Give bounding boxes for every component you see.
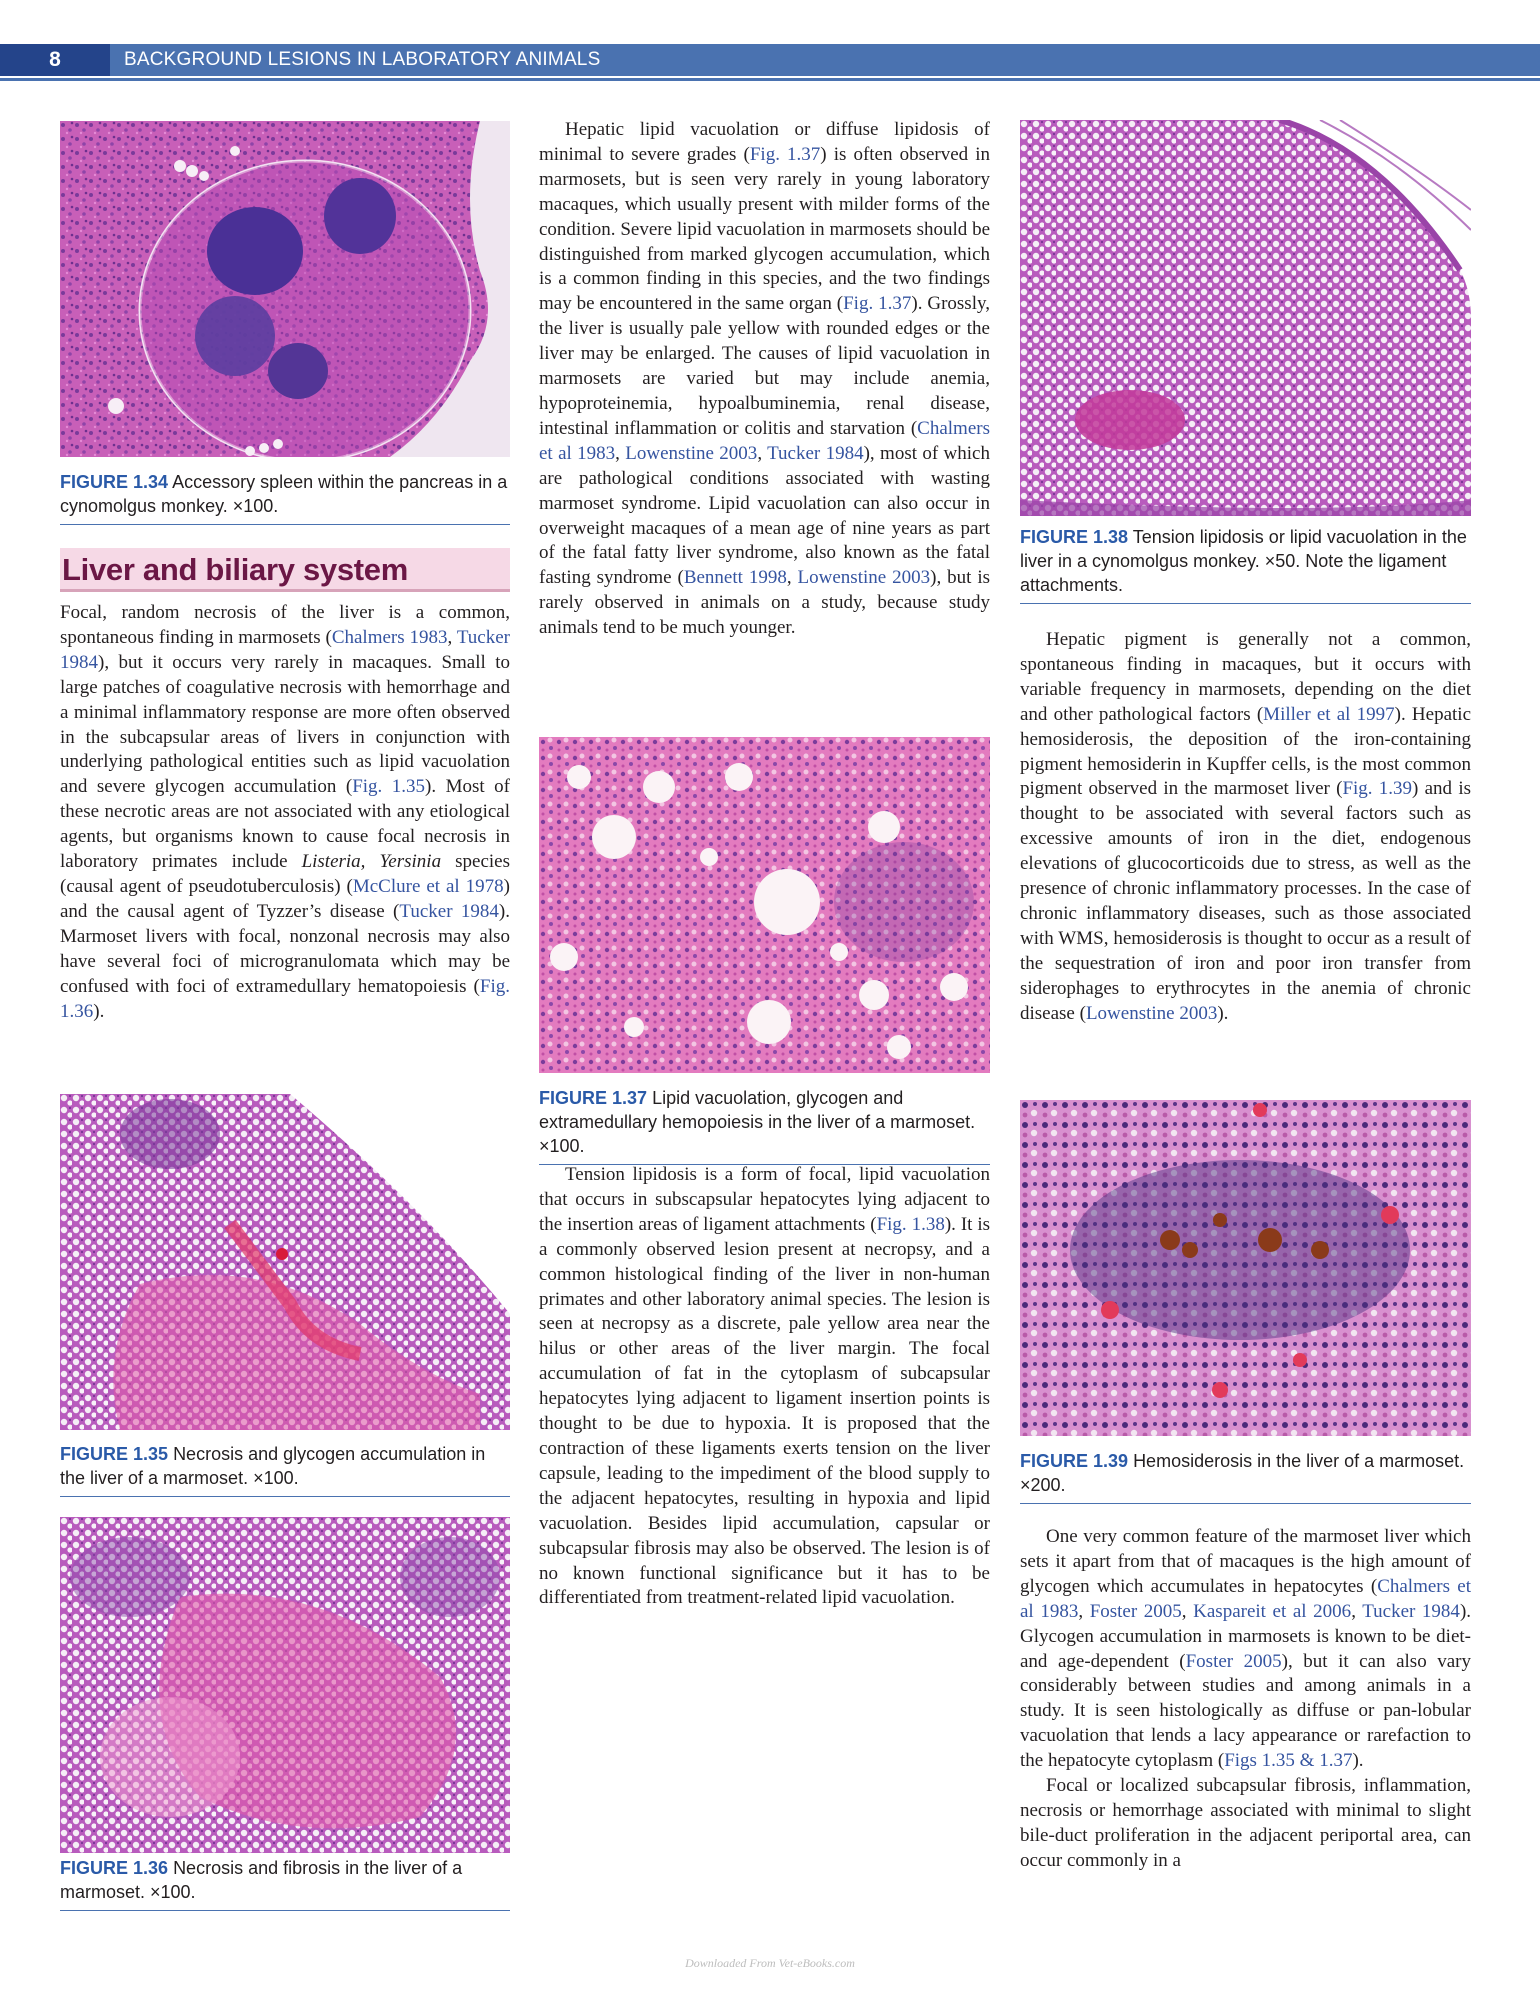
column-3-text-bottom (1020, 1525, 1471, 1874)
column-1-text (60, 601, 510, 1024)
figure-1-38-caption (1020, 525, 1471, 604)
caption-text: Accessory spleen within the pancreas in a cynomolgus monkey. ×100. (60, 472, 508, 516)
figure-1-35-image (60, 1094, 510, 1430)
citation-link[interactable]: Kaspareit et al 2006 (1193, 1600, 1352, 1622)
figure-label: FIGURE 1.37 (539, 1088, 648, 1108)
paragraph: Tension lipidosis is a form of focal, lipid vacuolation that occurs in subscapsular hepatocytes lying adjacent to the insertion areas of ligament attachments (Fig. 1.38). It is a commonly observed lesion present at necropsy, and a common histological finding of the liver in non-human primates and other laboratory animal species. The lesion is seen at necropsy as a discrete, pale yellow area near the hilus or other areas of the liver margin. The focal accumulation of fat in the cytoplasm of subcapsular hepatocytes lying adjacent to ligament insertion points is thought to be due to hypoxia. It is proposed that the contraction of these ligaments exerts tension on the liver capsule, leading to the impediment of the blood supply to the adjacent hepatocytes, resulting in hypoxia and lipid vacuolation. Besides lipid accumulation, capsular or subcapsular fibrosis may also be observed. The lesion is of no known functional significance but it has to be differentiated from treatment-related lipid vacuolation. (539, 1164, 991, 1609)
citation-link[interactable]: Tucker 1984 (399, 900, 499, 922)
download-watermark: Downloaded From Vet-eBooks.com (685, 1956, 855, 1970)
paragraph: Hepatic pigment is generally not a common, spontaneous finding in macaques, but it occurs with variable frequency in marmosets, depending on the diet and other pathological factors (Miller et al 1997). Hepatic hemosiderosis, the deposition of the iron-containing pigment hemosiderin in Kupffer cells, is the most common pigment observed in the marmoset liver (Fig. 1.39) and is thought to be associated with several factors such as excessive amounts of iron in the diet, endogenous elevations of glucocorticoids due to stress, as well as the presence of chronic inflammatory processes. In the case of chronic inflammatory diseases, such as those associated with WMS, hemosiderosis is thought to occur as a result of the sequestration of iron and poor iron transfer from siderophages to erythrocytes in the anemia of chronic disease (Lowenstine 2003). (1020, 629, 1471, 1024)
caption-text: Necrosis and glycogen accumulation in the liver of a marmoset. ×100. (60, 1444, 486, 1488)
caption-text: Hemosiderosis in the liver of a marmoset. ×200. (1020, 1451, 1465, 1495)
paragraph: Focal or localized subcapsular fibrosis, inflammation, necrosis or hemorrhage associated with minimal to slight bile-duct proliferation in the adjacent periportal area, can occur commonly in a (1020, 1775, 1471, 1871)
figure-label: FIGURE 1.36 (60, 1858, 169, 1878)
citation-link[interactable]: Tucker 1984 (60, 626, 510, 673)
column-3-text-top (1020, 628, 1471, 1027)
running-header (0, 44, 1540, 76)
figure-1-36-image (60, 1517, 510, 1853)
citation-link[interactable]: Fig. 1.38 (876, 1213, 945, 1235)
citation-link[interactable]: Lowenstine 2003 (1085, 1002, 1218, 1024)
figure-1-39-caption (1020, 1449, 1471, 1504)
figure-1-39-image (1020, 1100, 1471, 1436)
caption-text: Necrosis and fibrosis in the liver of a marmoset. ×100. (60, 1858, 463, 1902)
italic-term: Listeria, Yersinia (301, 851, 442, 873)
paragraph: Hepatic lipid vacuolation or diffuse lipidosis of minimal to severe grades (Fig. 1.37) is often observed in marmosets, but is seen very rarely in young laboratory macaques, which usually present with milder forms of the condition. Severe lipid vacuolation in marmosets should be distinguished from marked glycogen accumulation, which is a common finding in this species, and the two findings may be encountered in the same organ (Fig. 1.37). Grossly, the liver is usually pale yellow with rounded edges or the liver may be enlarged. The causes of lipid vacuolation in marmosets are varied but may include anemia, hypoproteinemia, hypoalbuminemia, renal disease, intestinal inflammation or colitis and starvation (Chalmers et al 1983, Lowenstine 2003, Tucker 1984), most of which are pathological conditions associated with wasting marmoset syndrome. Lipid vacuolation can also occur in overweight macaques of a mean age of nine years as part of the fatal fatty liver syndrome, also known as the fatal fasting syndrome (Bennett 1998, Lowenstine 2003), but is rarely observed in animals on a study, because study animals tend to be much younger. (539, 119, 991, 639)
citation-link[interactable]: Fig. 1.35 (352, 776, 426, 798)
citation-link[interactable]: Foster 2005 (1185, 1650, 1282, 1672)
citation-link[interactable]: Miller et al 1997 (1263, 703, 1395, 725)
figure-1-34-image (60, 121, 510, 457)
section-heading: Liver and biliary system (62, 552, 409, 587)
figure-label: FIGURE 1.39 (1020, 1451, 1129, 1471)
citation-link[interactable]: Fig. 1.37 (749, 143, 821, 165)
figure-1-36-caption (60, 1856, 510, 1911)
citation-link[interactable]: Tucker 1984 (1362, 1600, 1460, 1622)
figure-1-37-caption (539, 1086, 990, 1165)
citation-link[interactable]: Chalmers et al 1983 (1020, 1575, 1472, 1622)
figure-1-38-image (1020, 120, 1471, 516)
citation-link[interactable]: Fig. 1.37 (843, 293, 912, 315)
citation-link[interactable]: Figs 1.35 & 1.37 (1224, 1750, 1353, 1772)
section-heading-box (60, 548, 510, 592)
citation-link[interactable]: Tucker 1984 (767, 442, 864, 464)
caption-text: Tension lipidosis or lipid vacuolation in the liver in a cynomolgus monkey. ×50. Note the ligament attachments. (1020, 527, 1467, 595)
citation-link[interactable]: Fig. 1.36 (60, 975, 510, 1022)
column-2-text-bottom (539, 1163, 990, 1611)
citation-link[interactable]: McClure et al 1978 (352, 875, 504, 897)
citation-link[interactable]: Chalmers 1983 (331, 626, 448, 648)
header-rule (0, 78, 1540, 81)
figure-1-37-image (539, 737, 990, 1073)
page-number: 8 (0, 44, 110, 76)
citation-link[interactable]: Bennett 1998 (683, 567, 787, 589)
paragraph: Focal, random necrosis of the liver is a common, spontaneous finding in marmosets (Chalmers 1983, Tucker 1984), but it occurs very rarely in macaques. Small to large patches of coagulative necrosis with hemorrhage and a minimal inflammatory response are more often observed in the subcapsular areas of livers in conjunction with underlying pathological entities such as lipid vacuolation and severe glycogen accumulation (Fig. 1.35). Most of these necrotic areas are not associated with any etiological agents, but organisms known to cause focal necrosis in laboratory primates include Listeria, Yersinia species (causal agent of pseudotuberculosis) (McClure et al 1978) and the causal agent of Tyzzer’s disease (Tucker 1984). Marmoset livers with focal, nonzonal necrosis may also have several foci of microgranulomata which may be confused with foci of extramedullary hematopoiesis (Fig. 1.36). (60, 602, 511, 1022)
figure-label: FIGURE 1.34 (60, 472, 169, 492)
figure-1-34-caption (60, 470, 510, 525)
citation-link[interactable]: Fig. 1.39 (1342, 778, 1413, 800)
citation-link[interactable]: Lowenstine 2003 (797, 567, 931, 589)
figure-label: FIGURE 1.35 (60, 1444, 169, 1464)
figure-1-35-caption (60, 1442, 510, 1497)
figure-label: FIGURE 1.38 (1020, 527, 1129, 547)
citation-link[interactable]: Foster 2005 (1089, 1600, 1182, 1622)
running-head-title: BACKGROUND LESIONS IN LABORATORY ANIMALS (124, 49, 601, 70)
paragraph: One very common feature of the marmoset liver which sets it apart from that of macaques is the high amount of glycogen which accumulates in hepatocytes (Chalmers et al 1983, Foster 2005, Kaspareit et al 2006, Tucker 1984). Glycogen accumulation in marmosets is known to be diet- and age-dependent (Foster 2005), but it can also vary considerably between studies and among animals in a study. It is seen histologically as diffuse or pan-lobular vacuolation that lends a lacy appearance or rarefaction to the hepatocyte cytoplasm (Figs 1.35 & 1.37). (1020, 1526, 1472, 1772)
caption-text: Lipid vacuolation, glycogen and extramedullary hemopoiesis in the liver of a marmoset. ×100. (539, 1088, 976, 1156)
column-2-text-top (539, 118, 990, 641)
citation-link[interactable]: Chalmers et al 1983 (539, 417, 990, 464)
citation-link[interactable]: Lowenstine 2003 (625, 442, 758, 464)
